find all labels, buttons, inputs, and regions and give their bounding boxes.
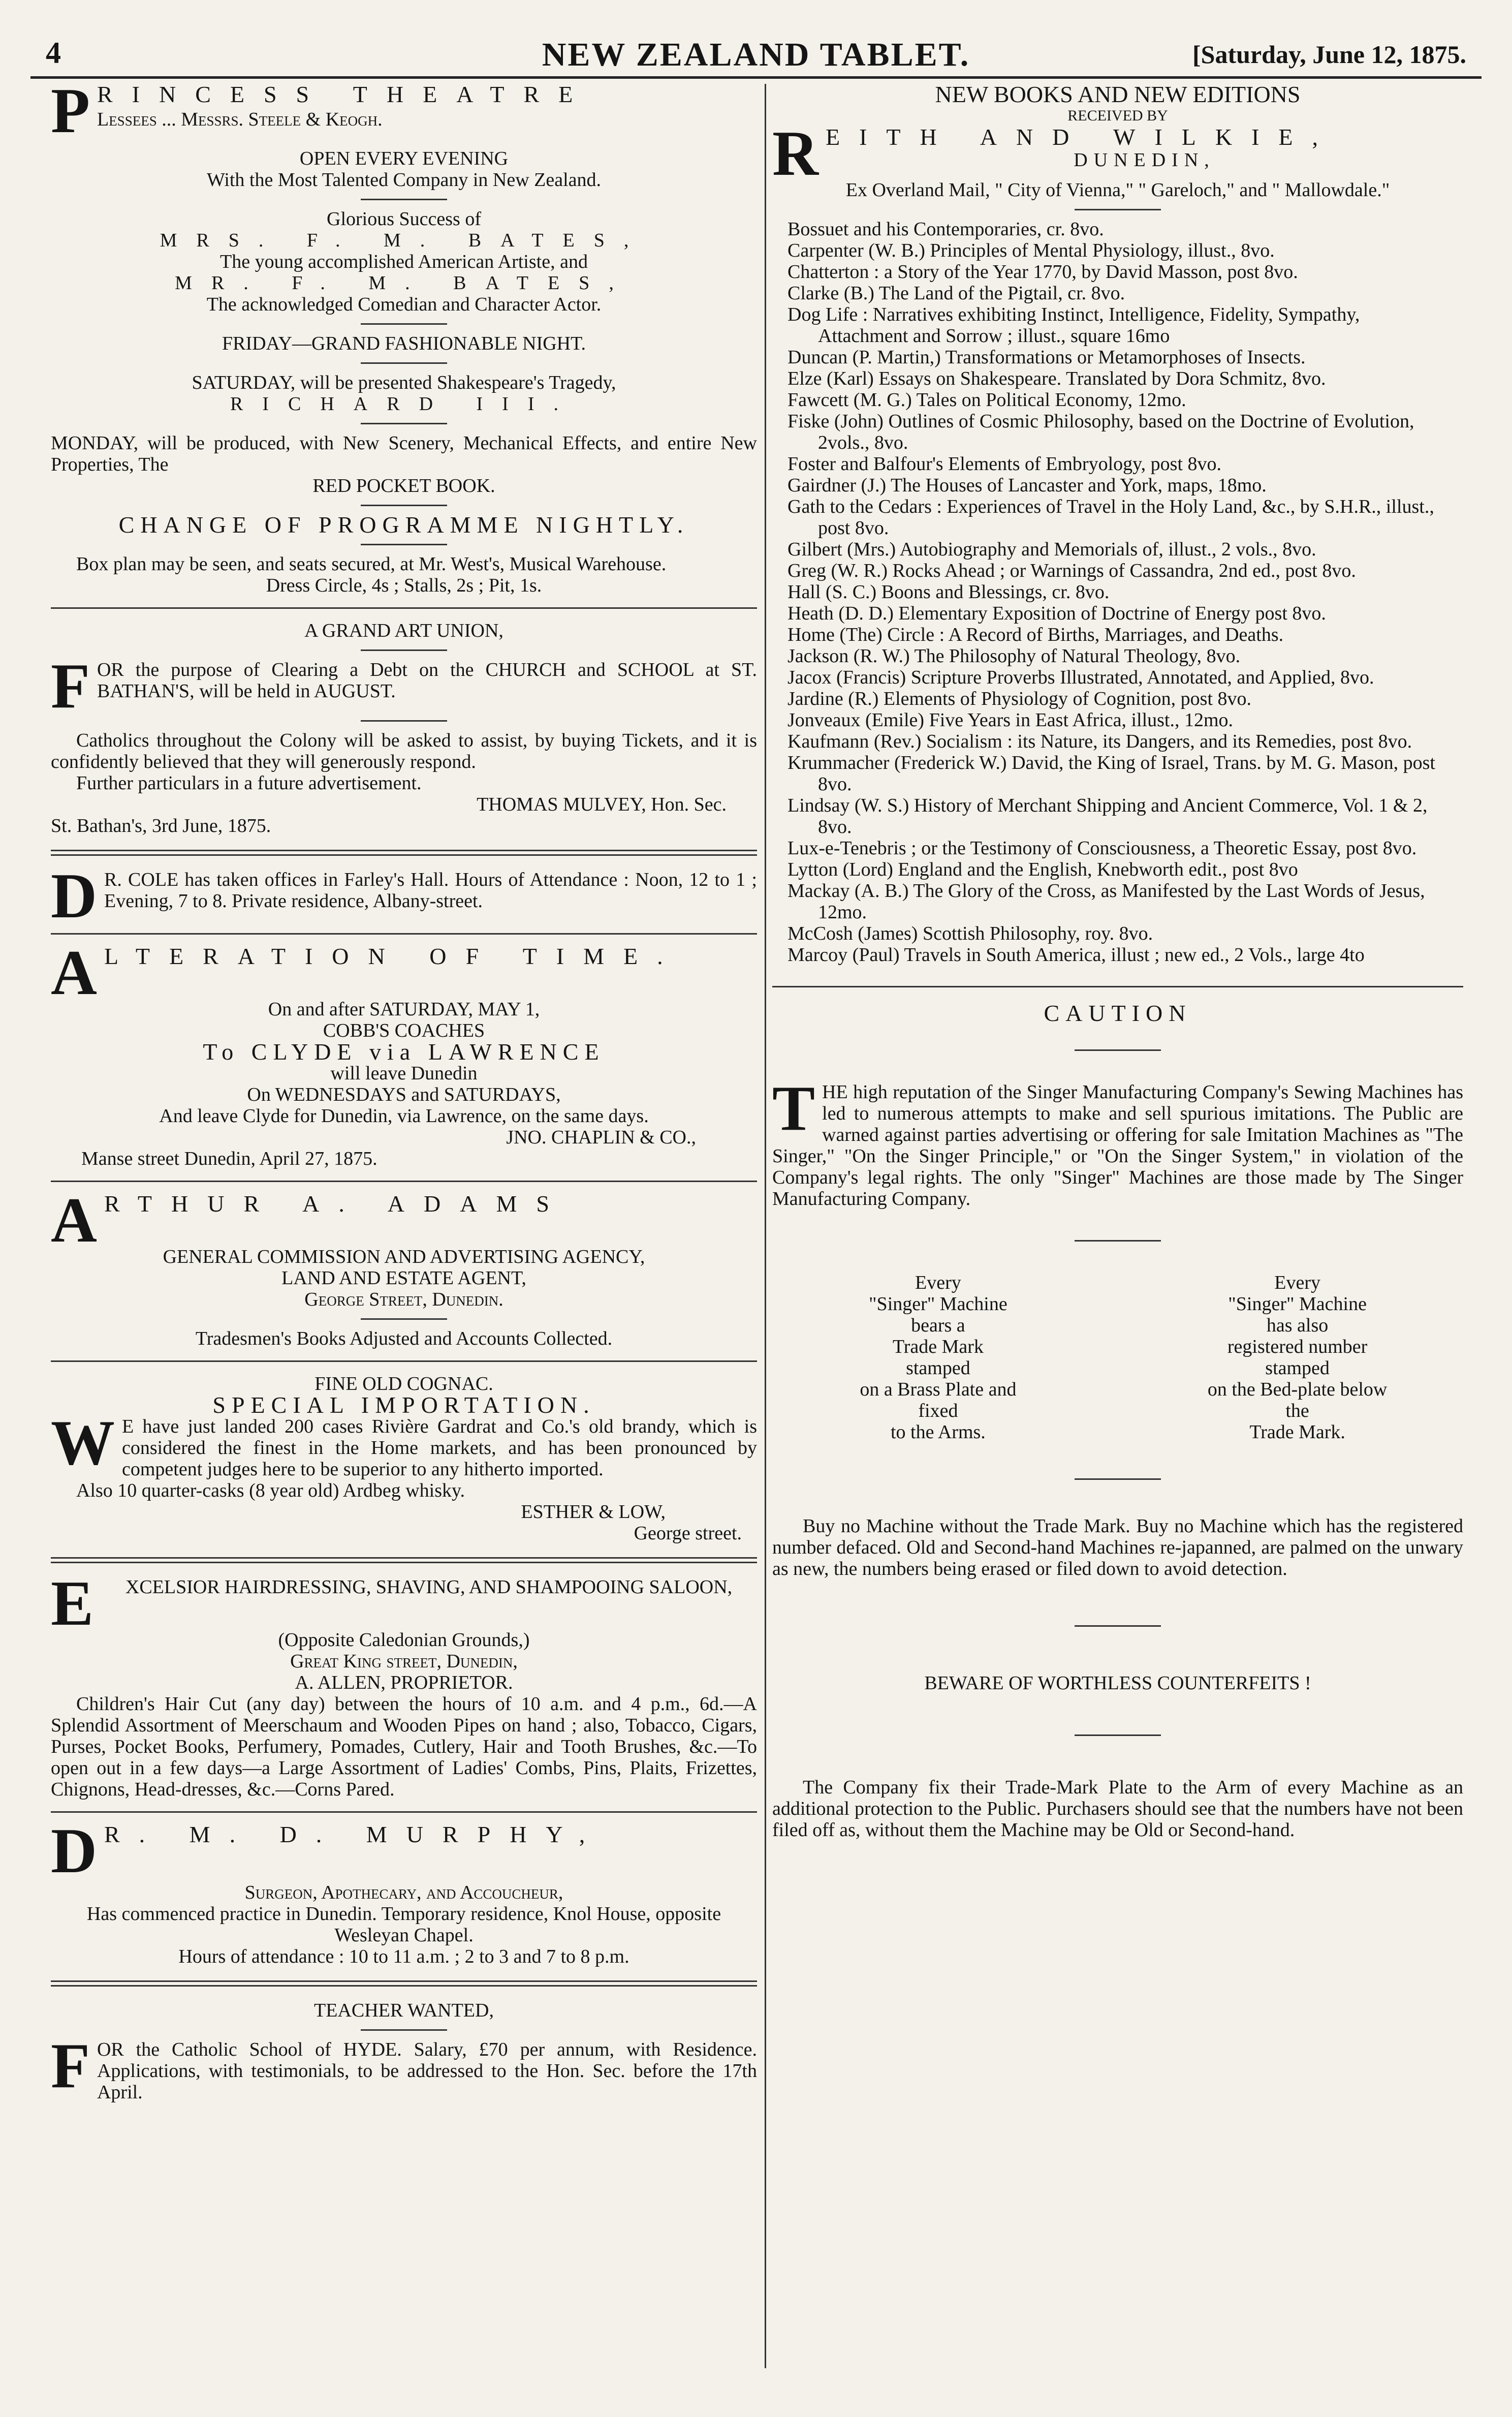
drop-cap: W: [51, 1408, 115, 1478]
list-item: Gairdner (J.) The Houses of Lancaster and York, maps, 18mo.: [788, 475, 1267, 496]
list-item: Fawcett (M. G.) Tales on Political Economy, 12mo.: [788, 389, 1186, 411]
drop-cap: P: [51, 84, 90, 146]
masthead-rule: [30, 76, 1482, 79]
ad-heading: R. M. D. MURPHY,: [104, 1821, 605, 1847]
alteration-l2: COBB'S COACHES: [323, 1020, 485, 1041]
newspaper-title: NEW ZEALAND TABLET.: [542, 36, 970, 73]
drop-cap: D: [51, 861, 97, 932]
art-union-p2: Catholics throughout the Colony will be asked to assist, by buying Tickets, and it is confidently believed that they will generously respond.: [51, 730, 757, 772]
singer-caution-ad: [772, 1000, 1463, 1841]
list-item: Duncan (P. Martin,) Transformations or Metamorphoses of Insects.: [788, 347, 1306, 368]
block-line: the: [1285, 1400, 1309, 1421]
block-line: Every: [1274, 1272, 1320, 1293]
princess-theatre-ad: [51, 84, 757, 596]
excelsior-l2: Great King street, Dunedin,: [290, 1651, 518, 1672]
glorious-line: Glorious Success of: [327, 208, 481, 230]
list-item: McCosh (James) Scottish Philosophy, roy. 8vo.: [788, 923, 1153, 944]
block-line: stamped: [906, 1357, 970, 1379]
list-item: Carpenter (W. B.) Principles of Mental Physiology, illust., 8vo.: [788, 240, 1275, 261]
page-number: 4: [46, 36, 61, 70]
alteration-of-time-ad: [51, 938, 757, 1169]
alteration-l6: And leave Clyde for Dunedin, via Lawrence, on the same days.: [159, 1105, 649, 1127]
drop-cap: E: [51, 1568, 94, 1639]
list-item: Chatterton : a Story of the Year 1770, by David Masson, post 8vo.: [788, 261, 1298, 283]
signature: THOMAS MULVEY, Hon. Sec.: [477, 794, 727, 815]
list-item: Lindsay (W. S.) History of Merchant Shipping and Ancient Commerce, Vol. 1 & 2, 8vo.: [788, 795, 1428, 838]
list-item: Marcoy (Paul) Travels in South America, illust ; new ed., 2 Vols., large 4to: [788, 944, 1365, 966]
block-line: on the Bed-plate below: [1207, 1379, 1388, 1400]
trade-mark-blocks: [772, 1272, 1463, 1443]
alteration-l3: To CLYDE via LAWRENCE: [203, 1039, 605, 1065]
list-item: Bossuet and his Contemporaries, cr. 8vo.: [788, 219, 1104, 240]
ad-heading: RTHUR A. ADAMS: [104, 1191, 569, 1217]
open-every-evening: OPEN EVERY EVENING: [299, 148, 509, 169]
newspaper-page: [30, 20, 1482, 2399]
list-item: Kaufmann (Rev.) Socialism : its Nature, its Dangers, and its Remedies, post 8vo.: [788, 731, 1412, 752]
adams-l3: George Street, Dunedin.: [304, 1289, 503, 1310]
drop-cap: A: [51, 938, 97, 1008]
cognac-body: E have just landed 200 cases Rivière Gardrat and Co.'s old brandy, which is considered the finest in the Home markets, and has been pronounced by competent judges here to be superior to any hitherto imported.: [122, 1416, 757, 1480]
block-line: "Singer" Machine: [869, 1293, 1007, 1315]
block-line: Trade Mark: [892, 1336, 984, 1357]
block-line: bears a: [911, 1315, 965, 1336]
column-divider: [765, 84, 766, 2368]
ad-heading: RINCESS THEATRE: [97, 84, 592, 107]
ad-heading: A GRAND ART UNION,: [304, 620, 503, 641]
excelsior-l3: A. ALLEN, PROPRIETOR.: [295, 1672, 513, 1693]
drop-cap: A: [51, 1185, 97, 1256]
saturday-line: SATURDAY, will be presented Shakespeare's Tragedy,: [192, 372, 616, 393]
list-item: Jonveaux (Emile) Five Years in East Africa, illust., 12mo.: [788, 709, 1234, 731]
right-column: [772, 84, 1463, 2378]
block-line: Trade Mark.: [1249, 1421, 1345, 1443]
buy-no-machine: Buy no Machine without the Trade Mark. Buy no Machine which has the registered number defaced. Old and Second-hand Machines re-japanned, are palmed on the unwary as new, the numbers being erased or filed down to avoid detection.: [772, 1515, 1463, 1579]
block-line: Every: [915, 1272, 961, 1293]
prices: Dress Circle, 4s ; Stalls, 2s ; Pit, 1s.: [266, 575, 542, 596]
ad-heading: FINE OLD COGNAC.: [314, 1373, 493, 1395]
left-column: [51, 84, 757, 2378]
right-block: [1131, 1272, 1463, 1443]
excelsior-body: Children's Hair Cut (any day) between the hours of 10 a.m. and 4 p.m., 6d.—A Splendid Assortment of Meerschaum and Wooden Pipes on hand ; also, Tobacco, Cigars, Purses, Pocket Books, Perfumery, Pomades, Cutlery, Hair and Tooth Brushes, &c.—To open out in a few days—a Large Assortment of Ladies' Combs, Pins, Plaits, Frizettes, Chignons, Head-dresses, &c.—Corns Pared.: [51, 1693, 757, 1800]
block-line: stamped: [1265, 1357, 1330, 1379]
block-line: has also: [1266, 1315, 1329, 1336]
list-item: Jardine (R.) Elements of Physiology of Cognition, post 8vo.: [788, 688, 1252, 709]
list-item: Gilbert (Mrs.) Autobiography and Memorials of, illust., 2 vols., 8vo.: [788, 539, 1316, 560]
list-item: Mackay (A. B.) The Glory of the Cross, as Manifested by the Last Words of Jesus, 12mo.: [788, 880, 1425, 923]
place-date: Manse street Dunedin, April 27, 1875.: [81, 1148, 377, 1169]
list-item: Clarke (B.) The Land of the Pigtail, cr. 8vo.: [788, 283, 1125, 304]
list-item: Fiske (John) Outlines of Cosmic Philosophy, based on the Doctrine of Evolution, 2vols., 8vo.: [788, 411, 1414, 453]
list-item: Jackson (R. W.) The Philosophy of Natural Theology, 8vo.: [788, 645, 1241, 667]
ad-heading: TEACHER WANTED,: [314, 2000, 494, 2021]
list-item: Dog Life : Narratives exhibiting Instinct, Intelligence, Fidelity, Sympathy, Attachment and Sorrow ; illust., square 16mo: [788, 304, 1360, 347]
drop-cap: F: [51, 2031, 90, 2101]
cognac-p2: Also 10 quarter-casks (8 year old) Ardbeg whisky.: [76, 1480, 465, 1501]
excelsior-l1: (Opposite Caledonian Grounds,): [278, 1629, 530, 1651]
left-block: [772, 1272, 1104, 1443]
star-one: MRS. F. M. BATES,: [160, 230, 648, 251]
adams-l1: GENERAL COMMISSION AND ADVERTISING AGENCY,: [163, 1246, 645, 1267]
list-item: Greg (W. R.) Rocks Ahead ; or Warnings of Cassandra, 2nd ed., post 8vo.: [788, 560, 1356, 581]
drop-cap: R: [772, 118, 818, 189]
firm-name: EITH AND WILKIE,: [826, 124, 1337, 150]
teacher-wanted-ad: [51, 2000, 757, 2103]
book-list: [772, 219, 1463, 966]
dr-murphy-ad: [51, 1816, 757, 1967]
murphy-l1: Surgeon, Apothecary, and Accoucheur,: [244, 1882, 563, 1903]
dr-cole-ad: [51, 861, 757, 932]
drop-cap: T: [772, 1073, 815, 1144]
block-line: registered number: [1227, 1336, 1368, 1357]
monday-line: MONDAY, will be produced, with New Scenery, Mechanical Effects, and entire New Properties, The: [51, 432, 757, 475]
issue-date: [Saturday, June 12, 1875.: [1192, 40, 1466, 69]
reith-wilkie-ad: [772, 84, 1463, 966]
teacher-body: OR the Catholic School of HYDE. Salary, £70 per annum, with Residence. Applications, with testimonials, to be addressed to the Hon. Sec. before the 17th April.: [97, 2039, 757, 2103]
firm-city: DUNEDIN,: [1074, 149, 1215, 171]
place-date: St. Bathan's, 3rd June, 1875.: [51, 815, 271, 836]
list-item: Gath to the Cedars : Experiences of Travel in the Holy Land, &c., by S.H.R., illust., post 8vo.: [788, 496, 1434, 539]
star-one-desc: The young accomplished American Artiste, and: [220, 251, 588, 272]
lessees-names: ... Messrs. Steele & Keogh.: [162, 109, 383, 130]
drop-cap: F: [51, 651, 90, 722]
signature: JNO. CHAPLIN & CO.,: [506, 1127, 696, 1148]
ad-heading: XCELSIOR HAIRDRESSING, SHAVING, AND SHAMPOOING SALOON,: [125, 1576, 733, 1598]
list-item: Lux-e-Tenebris ; or the Testimony of Consciousness, a Theoretic Essay, post 8vo.: [788, 838, 1417, 859]
arthur-adams-ad: [51, 1185, 757, 1349]
list-item: Heath (D. D.) Elementary Exposition of Doctrine of Energy post 8vo.: [788, 603, 1326, 624]
list-item: Home (The) Circle : A Record of Births, Marriages, and Deaths.: [788, 624, 1284, 645]
drop-cap: D: [51, 1816, 97, 1886]
received-by: RECEIVED BY: [1067, 107, 1168, 124]
list-item: Elze (Karl) Essays on Shakespeare. Translated by Dora Schmitz, 8vo.: [788, 368, 1326, 389]
star-two: MR. F. M. BATES,: [175, 272, 633, 294]
overland-mail: Ex Overland Mail, " City of Vienna," " Gareloch," and " Mallowdale.": [845, 179, 1390, 201]
ad-heading: CAUTION: [1044, 1000, 1192, 1026]
lessees-label: Lessees: [97, 109, 157, 130]
ad-heading: LTERATION OF TIME.: [104, 943, 682, 969]
alteration-l4: will leave Dunedin: [330, 1063, 478, 1084]
adams-l4: Tradesmen's Books Adjusted and Accounts Collected.: [195, 1328, 613, 1349]
art-union-ad: [51, 620, 757, 836]
art-union-p3: Further particulars in a future advertisement.: [76, 772, 422, 794]
trade-mark-plate: The Company fix their Trade-Mark Plate to the Arm of every Machine as an additional protection to the Public. Purchasers should see that the numbers have not been filed off as, without them the Machine may be Old or Second-hand.: [772, 1777, 1463, 1841]
ad-heading: NEW BOOKS AND NEW EDITIONS: [935, 84, 1301, 107]
adams-l2: LAND AND ESTATE AGENT,: [281, 1267, 526, 1289]
block-line: fixed: [918, 1400, 958, 1421]
list-item: Jacox (Francis) Scripture Proverbs Illustrated, Annotated, and Applied, 8vo.: [788, 667, 1374, 688]
list-item: Lytton (Lord) England and the English, Knebworth edit., post 8vo: [788, 859, 1298, 880]
murphy-l3: Hours of attendance : 10 to 11 a.m. ; 2 to 3 and 7 to 8 p.m.: [178, 1946, 629, 1967]
change-of-programme: CHANGE OF PROGRAMME NIGHTLY.: [118, 512, 689, 538]
block-line: to the Arms.: [890, 1421, 986, 1443]
caution-body: HE high reputation of the Singer Manufacturing Company's Sewing Machines has led to numerous attempts to make and sell spurious imitations. The Public are warned against parties advertising or offering for sale Imitation Machines as "The Singer," "On the Singer Principle," or "On the Singer System," in violation of the Company's legal rights. The only "Singer" Machines are those made by The Singer Manufacturing Company.: [772, 1081, 1463, 1210]
play-title: RICHARD III.: [230, 393, 578, 415]
signature: ESTHER & LOW,: [521, 1501, 666, 1523]
art-union-body: OR the purpose of Clearing a Debt on the CHURCH and SCHOOL at ST. BATHAN'S, will be held in AUGUST.: [97, 659, 757, 702]
alteration-l5: On WEDNESDAYS and SATURDAYS,: [247, 1084, 561, 1105]
list-item: Krummacher (Frederick W.) David, the King of Israel, Trans. by M. G. Mason, post 8vo.: [788, 752, 1435, 795]
list-item: Foster and Balfour's Elements of Embryology, post 8vo.: [788, 453, 1221, 475]
excelsior-ad: [51, 1568, 757, 1800]
alteration-l1: On and after SATURDAY, MAY 1,: [268, 999, 540, 1020]
friday-line: FRIDAY—GRAND FASHIONABLE NIGHT.: [222, 333, 586, 354]
cognac-sub: SPECIAL IMPORTATION.: [212, 1392, 595, 1418]
block-line: on a Brass Plate and: [860, 1379, 1017, 1400]
cognac-ad: [51, 1373, 757, 1544]
murphy-l2: Has commenced practice in Dunedin. Temporary residence, Knol House, opposite Wesleyan Chapel.: [86, 1903, 721, 1946]
masthead: [30, 20, 1482, 71]
company-line: With the Most Talented Company in New Zealand.: [206, 169, 602, 191]
dr-cole-body: R. COLE has taken offices in Farley's Hall. Hours of Attendance : Noon, 12 to 1 ; Evening, 7 to 8. Private residence, Albany-street.: [104, 869, 757, 912]
box-plan: Box plan may be seen, and seats secured, at Mr. West's, Musical Warehouse.: [76, 553, 667, 575]
block-line: "Singer" Machine: [1228, 1293, 1367, 1315]
star-two-desc: The acknowledged Comedian and Character Actor.: [206, 294, 602, 315]
beware-heading: BEWARE OF WORTHLESS COUNTERFEITS !: [924, 1672, 1311, 1694]
list-item: Hall (S. C.) Boons and Blessings, cr. 8vo.: [788, 581, 1110, 603]
street: George street.: [634, 1523, 742, 1544]
book-title: RED POCKET BOOK.: [312, 475, 495, 497]
